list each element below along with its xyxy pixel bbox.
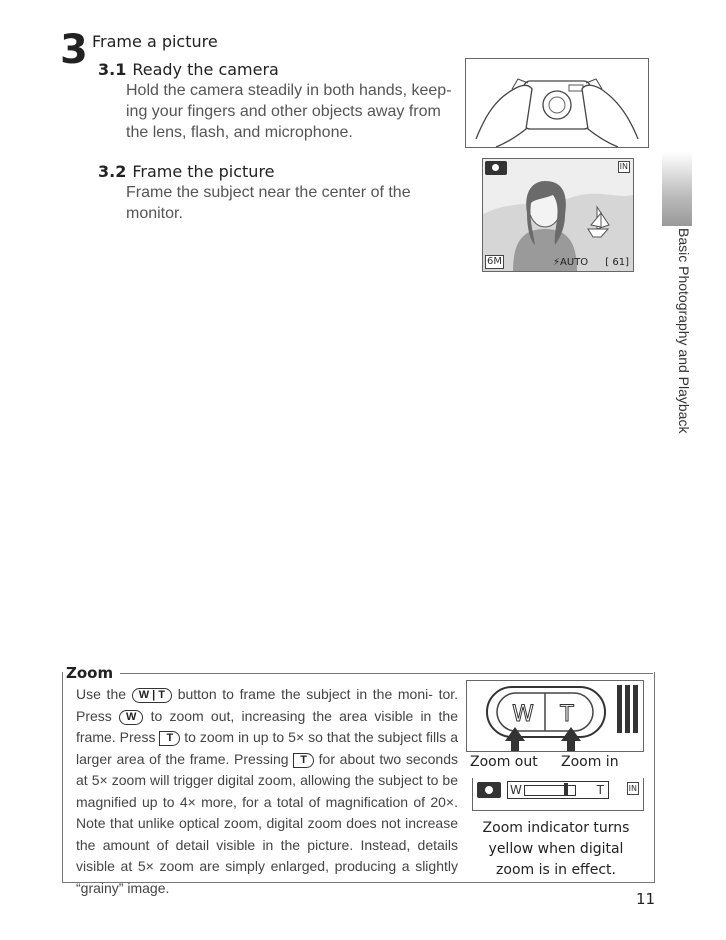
camera-mode-icon (485, 161, 507, 175)
portrait-scene-icon (483, 159, 633, 271)
svg-text:W: W (512, 702, 534, 727)
substep-title: Frame the picture (132, 162, 275, 181)
zoom-note-rule (120, 673, 653, 674)
text-line: Hold the camera steadily in both hands, keep- (126, 82, 452, 99)
substep-number: 3.2 (98, 162, 127, 181)
zoom-control-illustration (466, 680, 644, 752)
page-number: 11 (636, 890, 656, 908)
zoom-out-label: Zoom out (470, 754, 538, 770)
t-button-icon: T (159, 731, 180, 746)
flash-mode-indicator: ⚡AUTO (553, 257, 589, 268)
zoom-indicator-t: T (596, 783, 604, 797)
zoom-indicator-w: W (510, 783, 522, 797)
substep-title: Ready the camera (132, 60, 279, 79)
t-button-icon: T (293, 753, 314, 768)
internal-memory-icon: IN (619, 162, 628, 171)
substep-number: 3.1 (98, 60, 127, 79)
internal-memory-icon: IN (628, 784, 637, 793)
text-line: the lens, flash, and microphone. (126, 124, 353, 141)
zoom-rocker-icon (467, 681, 643, 751)
zoom-indicator-illustration (472, 778, 644, 811)
section-tab-marker (662, 152, 692, 226)
svg-text:T: T (560, 702, 574, 727)
substep-3-2-text (126, 182, 454, 224)
camera-hands-icon (466, 59, 648, 147)
zoom-note-text: Use the W | T button to frame the subject in the moni- tor. Press W to zoom out, increasing the area visible in the frame. Press T to zoom in up to 5× so that the subject fills a larger area of the frame. Pressing T for about two seconds at 5× zoom will trigger digital zoom, allowing the subject to be magnified up to 4× more, for a total of magnification of 20×. Note that unlike optical zoom, digital zoom does not increase the amount of detail visible in the picture. Instead, details visible at 5× zoom are simply enlarged, producing a slightly “grainy” image. (76, 686, 459, 896)
text-line: monitor. (126, 205, 183, 222)
zoom-indicator-track (524, 785, 576, 796)
step-title: Frame a picture (92, 32, 218, 51)
substep-3-1-text (126, 80, 456, 143)
wt-button-icon: W | T (132, 688, 172, 703)
zoom-note-heading: Zoom (66, 664, 117, 682)
flash-icon: ⚡ (553, 257, 561, 268)
exposure-count: [ 61] (605, 257, 629, 268)
hands-holding-camera-illustration (465, 58, 649, 148)
substep-3-2-heading (98, 162, 275, 181)
step-number: 3 (60, 27, 88, 73)
w-button-icon: W (119, 710, 143, 725)
zoom-in-label: Zoom in (561, 754, 619, 770)
monitor-preview (482, 158, 634, 272)
text-line: ing your fingers and other objects away from (126, 103, 441, 120)
zoom-indicator-caption: Zoom indicator turns yellow when digital zoom is in effect. (482, 820, 630, 878)
text-line: Frame the subject near the center of the (126, 184, 411, 201)
camera-mode-icon (477, 782, 501, 798)
zoom-indicator-slider (564, 783, 568, 796)
section-tab-label: Basic Photography and Playback (676, 228, 692, 434)
zoom-indicator-bar (507, 781, 609, 799)
image-mode-indicator: 6M (487, 256, 502, 267)
substep-3-1-heading (98, 60, 279, 79)
